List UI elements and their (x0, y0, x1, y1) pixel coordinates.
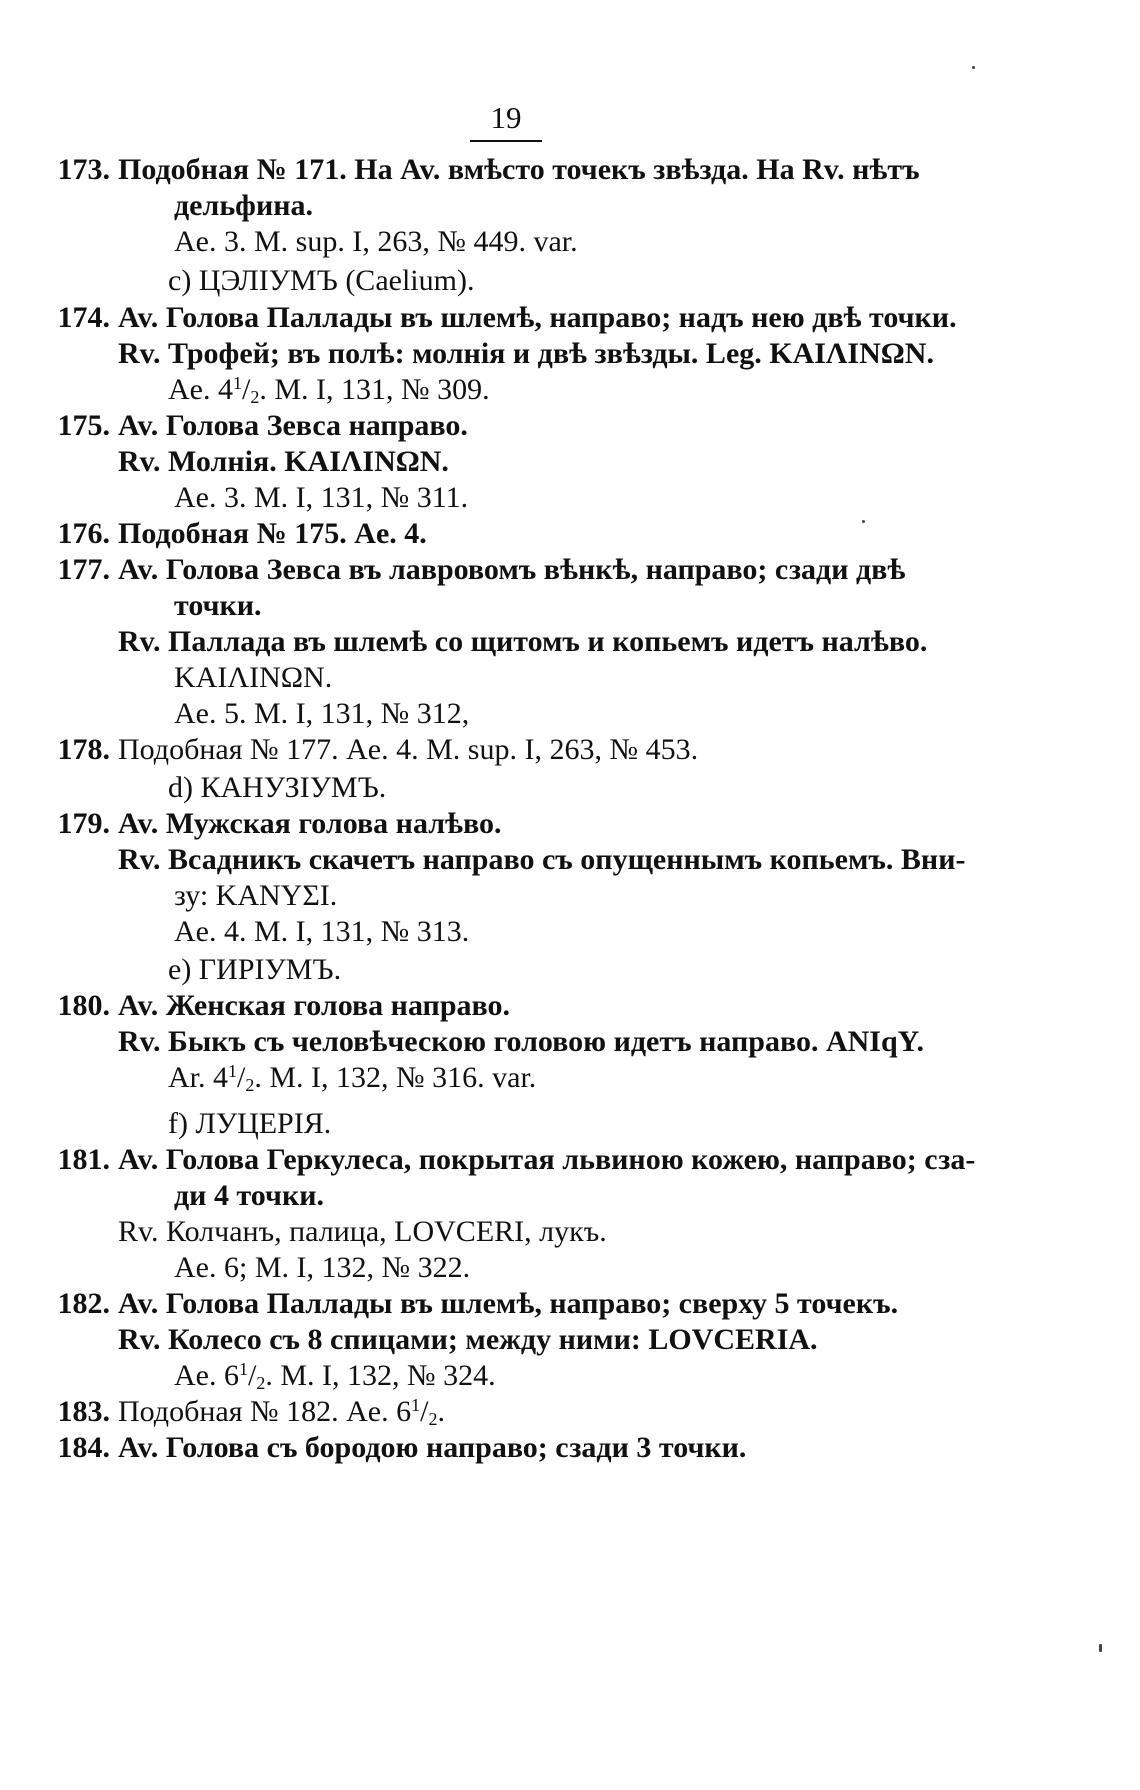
reference-line: Ar. $4^1/_2$. M. I, 132, № 316. var. (168, 1061, 537, 1095)
reference-line: Ae. 3. M. sup. I, 263, № 449. var. (174, 225, 578, 258)
entry-text: Av. Женская голова направо. (118, 989, 511, 1022)
entry-number: 174. (57, 301, 110, 334)
reverse-description: Rv. Паллада въ шлемѣ со щитомъ и копьемъ идетъ налѣво. (118, 625, 928, 658)
reverse-description: Rv. Всадникъ скачетъ направо съ опущеннымъ копьемъ. Вни- (118, 843, 966, 876)
reverse-description: Rv. Быкъ съ человѣческою головою идетъ направо. ANIqY. (118, 1025, 925, 1058)
reference-line: Ae. 4. M. I, 131, № 313. (174, 915, 470, 948)
section-heading: f) ЛУЦЕРІЯ. (168, 1107, 332, 1140)
entry-text: Av. Голова Зевса въ лавровомъ вѣнкѣ, направо; сзади двѣ (118, 553, 906, 586)
reverse-description: Rv. Трофей; въ полѣ: молнія и двѣ звѣзды. Leg. ΚΑΙΛΙΝΩΝ. (118, 337, 934, 370)
entry-text: Av. Голова Паллады въ шлемѣ, направо; сверху 5 точекъ. (118, 1287, 899, 1320)
entry-178-line (57, 732, 699, 768)
legend-line: ΚΑΙΛΙΝΩΝ. (174, 661, 333, 694)
reference-line: Ae. $4^1/_2$. M. I, 131, № 309. (168, 373, 490, 407)
section-heading: d) КАНУЗІУМЪ. (168, 771, 387, 804)
entry-number: 177. (57, 553, 110, 586)
reverse-description: Rv. Колесо съ 8 спицами; между ними: LOVCERIA. (118, 1323, 818, 1356)
entry-text: Av. Мужская голова налѣво. (118, 807, 502, 840)
section-heading: e) ГИРІУМЪ. (168, 953, 342, 986)
entry-text: Av. Голова Геркулеса, покрытая львиною кожею, направо; сза- (118, 1143, 976, 1176)
reference-line: Ae. $6^1/_2$. M. I, 132, № 324. (174, 1359, 496, 1393)
entry-177-line (57, 552, 906, 588)
scan-speck (1099, 1644, 1102, 1652)
entry-number: 176. (57, 517, 110, 550)
reverse-description: Rv. Колчанъ, палица, LOVCERI, лукъ. (118, 1215, 607, 1248)
reference-line: Ae. 3. M. I, 131, № 311. (174, 481, 469, 514)
entry-183-line: 183. Подобная № 182. Ae. $6^1/_2$. (118, 1394, 445, 1430)
page-number-underline (470, 140, 542, 142)
reference-line: Ae. 5. M. I, 131, № 312, (174, 697, 470, 730)
scan-speck (862, 520, 865, 523)
entry-number: 179. (57, 807, 110, 840)
entry-text: Подобная № 177. Ae. 4. M. sup. I, 263, № 453. (118, 733, 699, 766)
entry-180-line (57, 988, 511, 1024)
entry-text: Подобная № 171. На Av. вмѣсто точекъ звѣзда. На Rv. нѣтъ (118, 153, 920, 186)
entry-176-line (57, 516, 427, 552)
entry-number: 183. (57, 1395, 110, 1428)
entry-text: Av. Голова Паллады въ шлемѣ, направо; надъ нею двѣ точки. (118, 301, 957, 334)
entry-text: Av. Голова съ бородою направо; сзади 3 точки. (118, 1431, 747, 1464)
entry-184-line (57, 1430, 747, 1466)
scan-speck (972, 66, 975, 69)
entry-173-line (57, 152, 920, 188)
page-number: 19 (490, 100, 522, 135)
entry-number: 182. (57, 1287, 110, 1320)
entry-number: 173. (57, 153, 110, 186)
entry-182-line (57, 1286, 899, 1322)
entry-174-line (57, 300, 957, 336)
entry-number: 181. (57, 1143, 110, 1176)
entry-text: Подобная № 175. Ae. 4. (118, 517, 427, 550)
entry-text-line: дельфина. (174, 189, 314, 222)
entry-number: 180. (57, 989, 110, 1022)
entry-179-line (57, 806, 502, 842)
section-heading: c) ЦЭЛІУМЪ (Caelium). (168, 264, 475, 297)
reference-line: Ae. 6; M. I, 132, № 322. (174, 1251, 471, 1284)
entry-number: 184. (57, 1431, 110, 1464)
entry-181-line (57, 1142, 976, 1178)
entry-text-line: ди 4 точки. (174, 1179, 325, 1212)
entry-number: 178. (57, 733, 110, 766)
legend-line: зу: ΚΑΝΥΣΙ. (174, 879, 338, 912)
entry-number: 175. (57, 409, 110, 442)
entry-text: Av. Голова Зевса направо. (118, 409, 468, 442)
entry-175-line (57, 408, 468, 444)
entry-text-line: точки. (174, 589, 262, 622)
reverse-description: Rv. Молнія. ΚΑΙΛΙΝΩΝ. (118, 445, 449, 478)
